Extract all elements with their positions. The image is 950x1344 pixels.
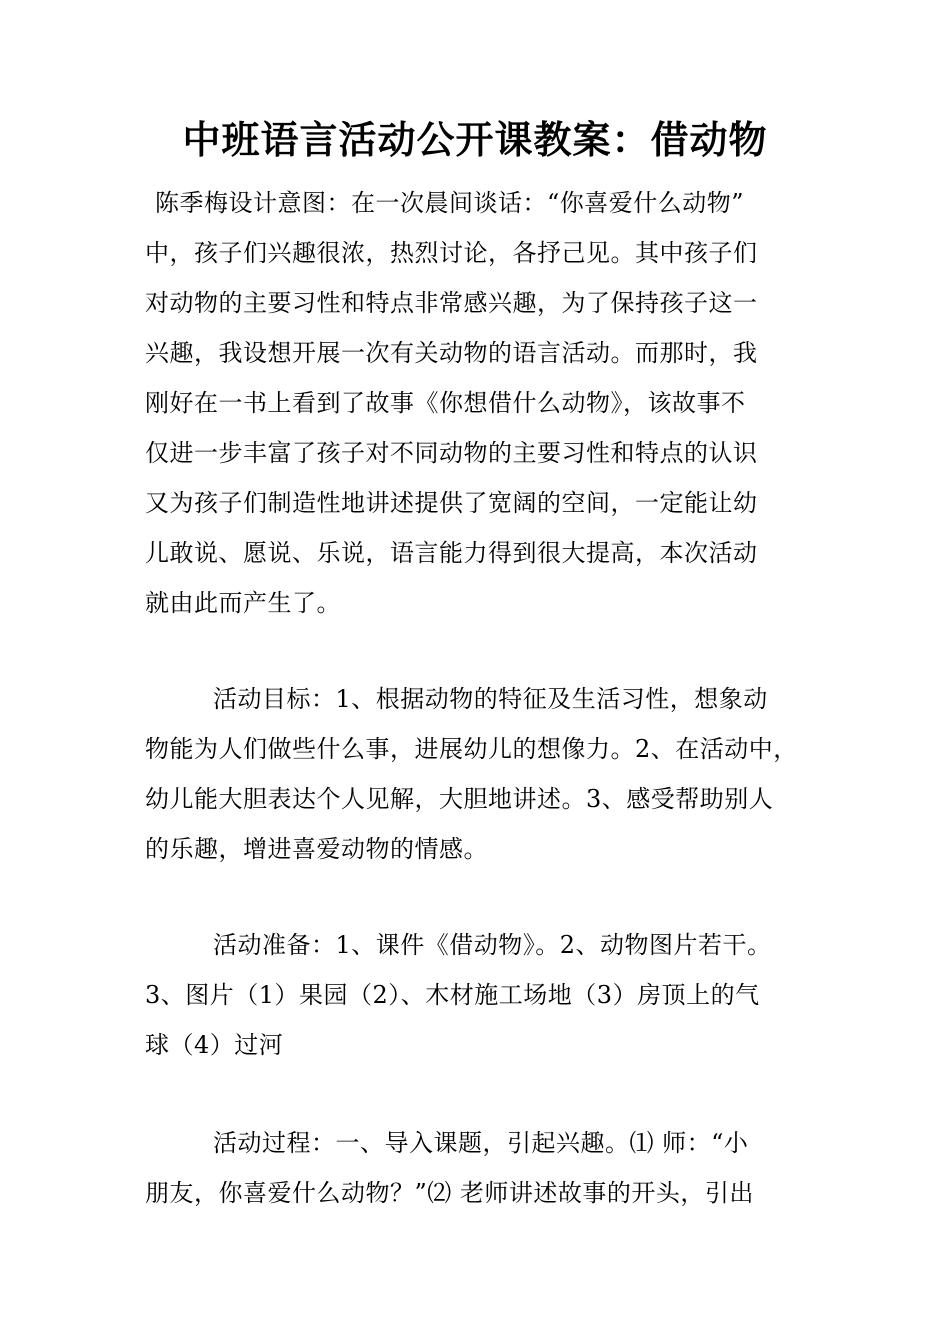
text-line: 儿敢说、愿说、乐说，语言能力得到很大提高，本次活动 xyxy=(145,539,758,567)
text-line: 刚好在一书上看到了故事《你想借什么动物》，该故事不 xyxy=(145,389,746,417)
paragraph-activity-preparation xyxy=(145,920,835,1070)
text-line: 陈季梅设计意图：在一次晨间谈话：“你喜爱什么动物” xyxy=(155,189,745,217)
text-line: 物能为人们做些什么事，进展幼儿的想像力。2、在活动中， xyxy=(145,735,798,763)
text-line: 幼儿能大胆表达个人见解，大胆地讲述。3、感受帮助别人 xyxy=(145,785,774,813)
text-line: 的乐趣，增进喜爱动物的情感。 xyxy=(145,835,488,863)
text-line: 兴趣，我设想开展一次有关动物的语言活动。而那时，我 xyxy=(145,339,758,367)
text-line: 3、图片（1）果园（2）、木材施工场地（3）房顶上的气 xyxy=(145,981,760,1009)
paragraph-activity-goals xyxy=(145,674,835,874)
text-line: 球（4）过河 xyxy=(145,1031,284,1059)
text-line: 活动目标：1、根据动物的特征及生活习性，想象动 xyxy=(213,685,768,713)
text-line: 活动准备：1、课件《借动物》。2、动物图片若干。 xyxy=(213,931,772,959)
text-line: 对动物的主要习性和特点非常感兴趣，为了保持孩子这一 xyxy=(145,289,758,317)
text-line: 就由此而产生了。 xyxy=(145,589,341,617)
text-line: 又为孩子们制造性地讲述提供了宽阔的空间，一定能让幼 xyxy=(145,489,758,517)
paragraph-activity-process xyxy=(145,1118,835,1218)
text-line: 朋友，你喜爱什么动物？”⑵ 老师讲述故事的开头，引出 xyxy=(145,1179,754,1207)
text-line: 中，孩子们兴趣很浓，热烈讨论，各抒己见。其中孩子们 xyxy=(145,239,758,267)
text-line: 仅进一步丰富了孩子对不同动物的主要习性和特点的认识 xyxy=(145,439,758,467)
text-line: 活动过程：一、导入课题，引起兴趣。⑴ 师：“小 xyxy=(213,1129,749,1157)
paragraph-design-intent xyxy=(145,178,835,628)
document-title: 中班语言活动公开课教案：借动物 xyxy=(182,118,768,162)
